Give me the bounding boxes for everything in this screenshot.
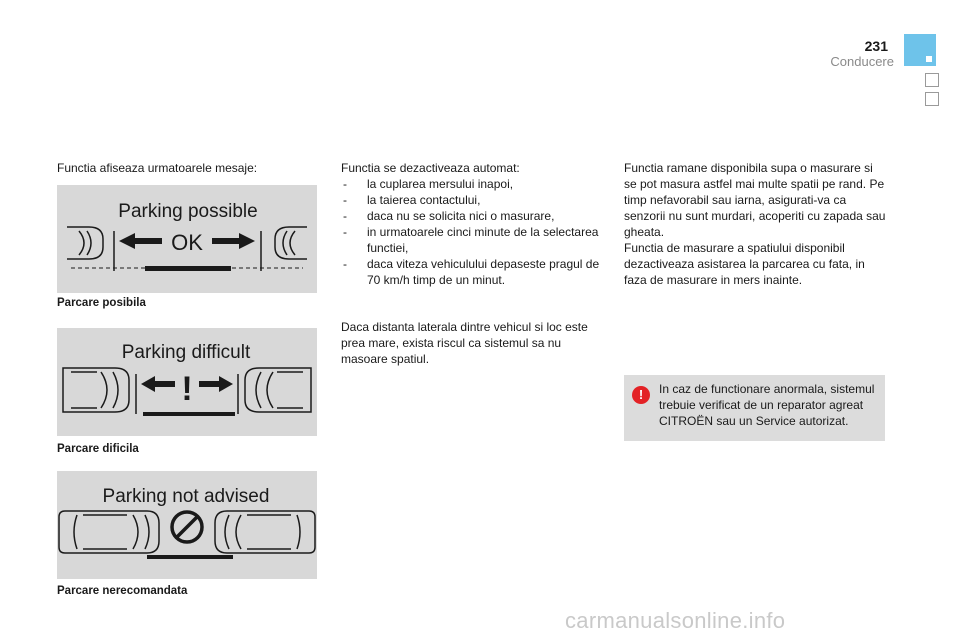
display-text-not-advised: Parking not advised	[102, 486, 270, 507]
symbol-ok: OK	[171, 230, 203, 255]
section-tab-2[interactable]	[925, 73, 939, 87]
watermark: carmanualsonline.info	[565, 608, 786, 633]
caption-not-advised: Parcare nerecomandata	[57, 585, 188, 597]
car-right-icon	[275, 227, 307, 259]
list-item: - la cuplarea mersului inapoi,	[341, 176, 603, 192]
col3-paragraph-1: Functia ramane disponibila supa o masurare si se pot masura astfel mai multe spatii pe rand. Pe timp nefavorabil sau iarna, asigurati-va ca senzorii nu sunt murdari, acoperiti cu zapada sau gheata.	[624, 161, 886, 239]
col3-paragraph-2: Functia de masurare a spatiului disponibil dezactiveaza asistarea la parcarea cu fata, in faza de masurare in mers inainte.	[624, 241, 865, 287]
list-item: - daca nu se solicita nici o masurare,	[341, 208, 603, 224]
section-tab-3[interactable]	[925, 92, 939, 106]
display-text-difficult: Parking difficult	[121, 342, 251, 363]
arrow-right-icon	[212, 233, 255, 249]
arrow-left-icon	[119, 233, 162, 249]
display-panel-difficult	[57, 328, 317, 436]
car-left-icon	[63, 368, 129, 412]
col2-block	[341, 160, 603, 288]
car-left-icon	[67, 227, 103, 259]
car-right-icon	[215, 511, 315, 553]
parking-difficult-illustration	[57, 328, 317, 436]
col1-intro: Functia afiseaza urmatoarele mesaje:	[57, 161, 258, 175]
parking-not-advised-illustration	[57, 471, 317, 579]
car-left-icon	[59, 511, 159, 553]
caption-possible: Parcare posibila	[57, 297, 146, 309]
page-number: 231	[864, 38, 888, 54]
col2-paragraph: Daca distanta laterala dintre vehicul si loc este prea mare, exista riscul ca sistemul sa nu masoare spatiul.	[341, 320, 588, 366]
warning-icon: !	[632, 386, 650, 404]
warning-text: In caz de functionare anormala, sistemul trebuie verificat de un reparator agreat CITROËN sau un Service autorizat.	[659, 382, 875, 428]
section-title: Conducere	[830, 54, 894, 69]
arrow-right-icon	[199, 376, 233, 392]
arrow-left-icon	[141, 376, 175, 392]
parking-possible-illustration	[57, 185, 317, 293]
display-panel-not-advised	[57, 471, 317, 579]
car-right-icon	[245, 368, 311, 412]
list-item: - la taierea contactului,	[341, 192, 603, 208]
display-text-possible: Parking possible	[118, 201, 258, 222]
symbol-exclamation: !	[181, 370, 193, 408]
section-tab-active[interactable]	[904, 34, 936, 66]
deactivation-list	[341, 176, 603, 288]
col2-intro: Functia se dezactiveaza automat:	[341, 161, 520, 175]
caption-difficult: Parcare dificila	[57, 443, 139, 455]
display-panel-possible	[57, 185, 317, 293]
list-item: - in urmatoarele cinci minute de la selectarea functiei,	[341, 224, 603, 256]
no-entry-icon	[172, 512, 202, 542]
list-item: - daca viteza vehiculului depaseste pragul de 70 km/h timp de un minut.	[341, 256, 603, 288]
